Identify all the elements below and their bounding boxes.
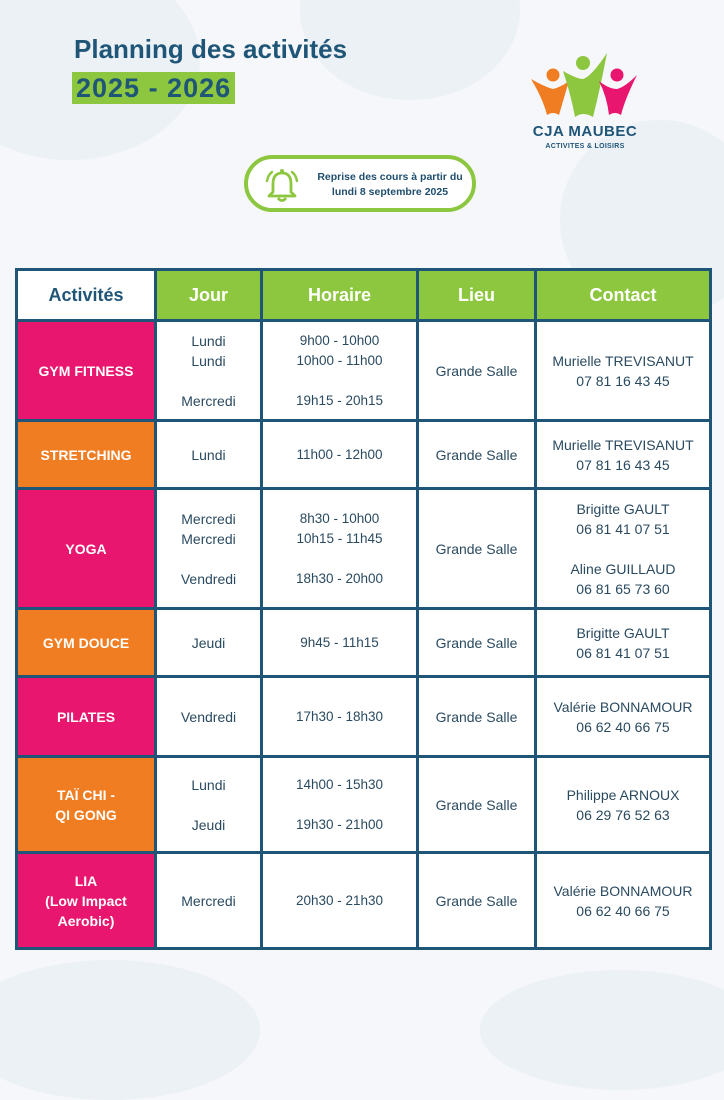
contact-value: 06 29 76 52 63 [576, 806, 670, 823]
contact-value: 07 81 16 43 45 [576, 456, 670, 473]
contact-value: 06 81 41 07 51 [576, 644, 670, 661]
spacer [157, 795, 260, 815]
contact-value: Murielle TREVISANUT [552, 436, 694, 453]
schedule-value: 20h30 - 21h30 [295, 892, 384, 908]
notice-text [306, 170, 474, 200]
day-value: Jeudi [191, 816, 226, 833]
activity-name: LIA [74, 872, 98, 889]
table-row [17, 489, 711, 609]
contact-value: Aline GUILLAUD [570, 560, 676, 577]
location-cell [418, 489, 536, 609]
day-value: Mercredi [181, 392, 236, 409]
table-row [17, 853, 711, 949]
schedule-cell [262, 757, 418, 853]
schedule-cell [262, 677, 418, 757]
schedule-cell [262, 421, 418, 489]
activity-name: STRETCHING [40, 446, 132, 463]
table-row [17, 321, 711, 421]
activity-name: (Low Impact [45, 892, 127, 909]
location-cell [418, 677, 536, 757]
contact-value: Valérie BONNAMOUR [553, 698, 693, 715]
background-shape [0, 960, 260, 1100]
header-lieu: Lieu [418, 270, 536, 321]
activity-cell [17, 677, 156, 757]
contact-cell [536, 421, 711, 489]
activity-name: Aerobic) [57, 912, 115, 929]
day-value: Lundi [191, 446, 226, 463]
activity-name: GYM DOUCE [42, 634, 130, 651]
contact-cell [536, 677, 711, 757]
header-contact: Contact [536, 270, 711, 321]
contact-cell [536, 609, 711, 677]
spacer [263, 371, 416, 391]
activity-name: QI GONG [55, 806, 117, 823]
schedule-value: 9h00 - 10h00 [299, 332, 380, 348]
location-value: Grande Salle [435, 446, 518, 463]
logo-figures-icon [525, 45, 645, 125]
day-value: Mercredi [181, 510, 236, 527]
spacer [157, 371, 260, 391]
schedule-value: 8h30 - 10h00 [299, 510, 380, 526]
schedule-value: 17h30 - 18h30 [295, 708, 384, 724]
header-horaire: Horaire [262, 270, 418, 321]
schedule-value: 11h00 - 12h00 [296, 446, 383, 462]
schedule-value: 19h15 - 20h15 [295, 392, 384, 408]
contact-value: 06 81 41 07 51 [576, 520, 670, 537]
location-value: Grande Salle [435, 796, 518, 813]
day-value: Lundi [191, 776, 226, 793]
header-activites: Activités [17, 270, 156, 321]
day-cell [156, 757, 262, 853]
table-row [17, 421, 711, 489]
contact-value: Brigitte GAULT [576, 500, 670, 517]
schedule-value: 9h45 - 11h15 [300, 634, 379, 650]
day-cell [156, 489, 262, 609]
contact-value: Murielle TREVISANUT [552, 352, 694, 369]
schedule-value: 19h30 - 21h00 [295, 816, 384, 832]
spacer [537, 539, 709, 559]
contact-cell [536, 489, 711, 609]
contact-value: Philippe ARNOUX [566, 786, 680, 803]
day-cell [156, 421, 262, 489]
season-label: 2025 - 2026 [76, 73, 232, 103]
contact-value: 06 62 40 66 75 [576, 718, 670, 735]
notice-line-2: lundi 8 septembre 2025 [331, 186, 449, 198]
location-cell [418, 853, 536, 949]
day-value: Vendredi [180, 708, 237, 725]
table-header-row [17, 270, 711, 321]
day-value: Lundi [191, 332, 226, 349]
contact-value: Valérie BONNAMOUR [553, 882, 693, 899]
location-cell [418, 321, 536, 421]
contact-value: 06 62 40 66 75 [576, 902, 670, 919]
day-value: Jeudi [191, 634, 226, 651]
contact-cell [536, 853, 711, 949]
contact-value: Brigitte GAULT [576, 624, 670, 641]
schedule-cell [262, 609, 418, 677]
schedule-value: 10h00 - 11h00 [296, 352, 383, 368]
location-cell [418, 421, 536, 489]
day-value: Mercredi [181, 892, 236, 909]
location-value: Grande Salle [435, 634, 518, 651]
table-row [17, 609, 711, 677]
notice-line-1: Reprise des cours à partir du [317, 171, 463, 183]
location-value: Grande Salle [435, 362, 518, 379]
table-row [17, 677, 711, 757]
day-cell [156, 677, 262, 757]
activity-cell [17, 421, 156, 489]
day-value: Mercredi [181, 530, 236, 547]
day-cell [156, 853, 262, 949]
schedule-value: 10h15 - 11h45 [296, 530, 383, 546]
schedule-cell [262, 489, 418, 609]
page-title: Planning des activités [74, 34, 348, 64]
spacer [263, 795, 416, 815]
logo-name: CJA MAUBEC [532, 123, 638, 140]
contact-cell [536, 757, 711, 853]
location-value: Grande Salle [435, 708, 518, 725]
contact-cell [536, 321, 711, 421]
spacer [263, 549, 416, 569]
restart-notice [244, 155, 476, 212]
day-cell [156, 609, 262, 677]
activities-table [15, 268, 712, 950]
schedule-value: 14h00 - 15h30 [295, 776, 384, 792]
day-value: Lundi [191, 352, 226, 369]
background-shape [480, 970, 724, 1090]
season-highlight [72, 72, 235, 104]
table-row [17, 757, 711, 853]
contact-value: 07 81 16 43 45 [576, 372, 670, 389]
cja-maubec-logo [525, 45, 645, 160]
day-value: Vendredi [180, 570, 237, 587]
location-value: Grande Salle [435, 892, 518, 909]
logo-tagline: ACTIVITES & LOISIRS [545, 143, 625, 150]
activity-name: PILATES [56, 708, 116, 725]
activity-name: GYM FITNESS [38, 362, 134, 379]
activity-cell [17, 757, 156, 853]
schedule-value: 18h30 - 20h00 [295, 570, 384, 586]
table-body [17, 321, 711, 949]
activity-cell [17, 489, 156, 609]
activity-cell [17, 609, 156, 677]
schedule-cell [262, 853, 418, 949]
schedule-cell [262, 321, 418, 421]
location-cell [418, 757, 536, 853]
location-value: Grande Salle [435, 540, 518, 557]
activity-name: TAÏ CHI - [56, 786, 116, 803]
activity-cell [17, 321, 156, 421]
activity-cell [17, 853, 156, 949]
header-jour: Jour [156, 270, 262, 321]
bell-icon [262, 167, 302, 205]
contact-value: 06 81 65 73 60 [576, 580, 670, 597]
activity-name: YOGA [65, 540, 107, 557]
day-cell [156, 321, 262, 421]
spacer [157, 549, 260, 569]
location-cell [418, 609, 536, 677]
